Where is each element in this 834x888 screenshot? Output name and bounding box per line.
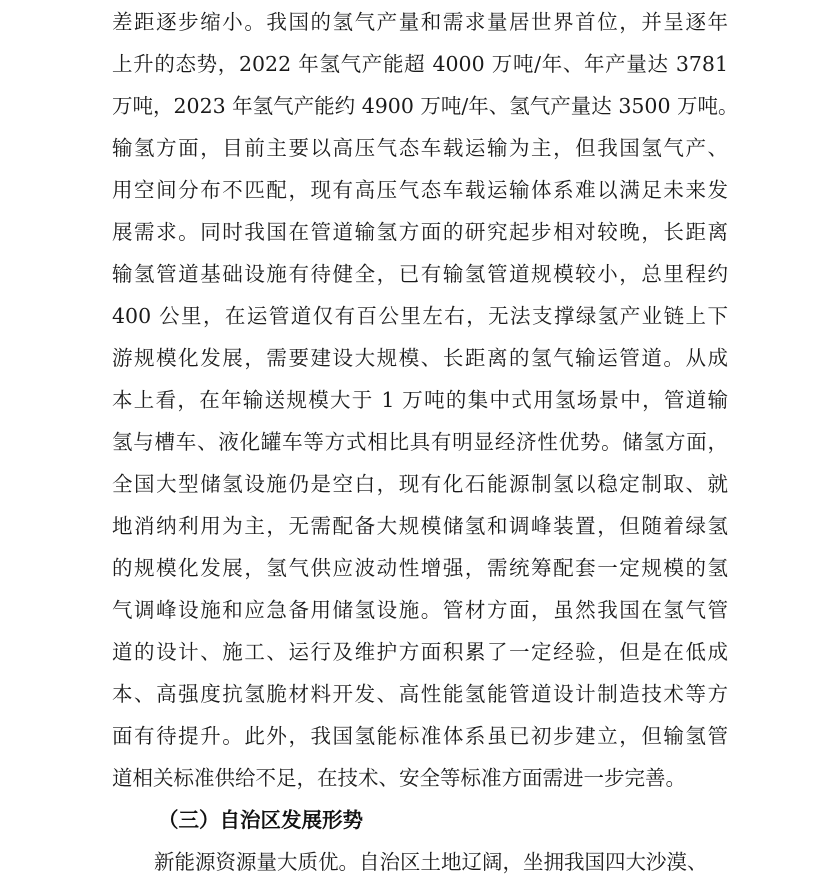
body-text-line-13: 地消纳利用为主，无需配备大规模储氢和调峰装置，但随着绿氢 (112, 514, 728, 538)
body-text-line-7: 输氢管道基础设施有待健全，已有输氢管道规模较小，总里程约 (112, 262, 728, 286)
body-text-line-6: 展需求。同时我国在管道输氢方面的研究起步相对较晚，长距离 (112, 220, 728, 244)
next-paragraph-line: 新能源资源量大质优。自治区土地辽阔，坐拥我国四大沙漠、 (154, 850, 708, 874)
body-text-line-11: 氢与槽车、液化罐车等方式相比具有明显经济性优势。储氢方面， (112, 430, 728, 454)
body-text-line-10: 本上看，在年输送规模大于 1 万吨的集中式用氢场景中，管道输 (112, 388, 728, 412)
body-text-line-18: 面有待提升。此外，我国氢能标准体系虽已初步建立，但输氢管 (112, 724, 728, 748)
body-text-line-4: 输氢方面，目前主要以高压气态车载运输为主，但我国氢气产、 (112, 136, 728, 160)
body-text-line-2: 上升的态势，2022 年氢气产能超 4000 万吨/年、年产量达 3781 (112, 52, 728, 76)
body-text-line-15: 气调峰设施和应急备用储氢设施。管材方面，虽然我国在氢气管 (112, 598, 728, 622)
body-text-line-9: 游规模化发展，需要建设大规模、长距离的氢气输运管道。从成 (112, 346, 728, 370)
body-text-line-14: 的规模化发展，氢气供应波动性增强，需统筹配套一定规模的氢 (112, 556, 728, 580)
body-text-line-16: 道的设计、施工、运行及维护方面积累了一定经验，但是在低成 (112, 640, 728, 664)
body-text-line-8: 400 公里，在运管道仅有百公里左右，无法支撑绿氢产业链上下 (112, 304, 728, 328)
body-text-line-1: 差距逐步缩小。我国的氢气产量和需求量居世界首位，并呈逐年 (112, 10, 728, 34)
body-text-line-12: 全国大型储氢设施仍是空白，现有化石能源制氢以稳定制取、就 (112, 472, 728, 496)
body-text-line-5: 用空间分布不匹配，现有高压气态车载运输体系难以满足未来发 (112, 178, 728, 202)
body-text-line-19: 道相关标准供给不足，在技术、安全等标准方面需进一步完善。 (112, 766, 686, 790)
body-text-line-3: 万吨，2023 年氢气产能约 4900 万吨/年、氢气产量达 3500 万吨。 (112, 94, 739, 118)
body-text-line-17: 本、高强度抗氢脆材料开发、高性能氢能管道设计制造技术等方 (112, 682, 728, 706)
section-heading: （三）自治区发展形势 (158, 808, 363, 832)
